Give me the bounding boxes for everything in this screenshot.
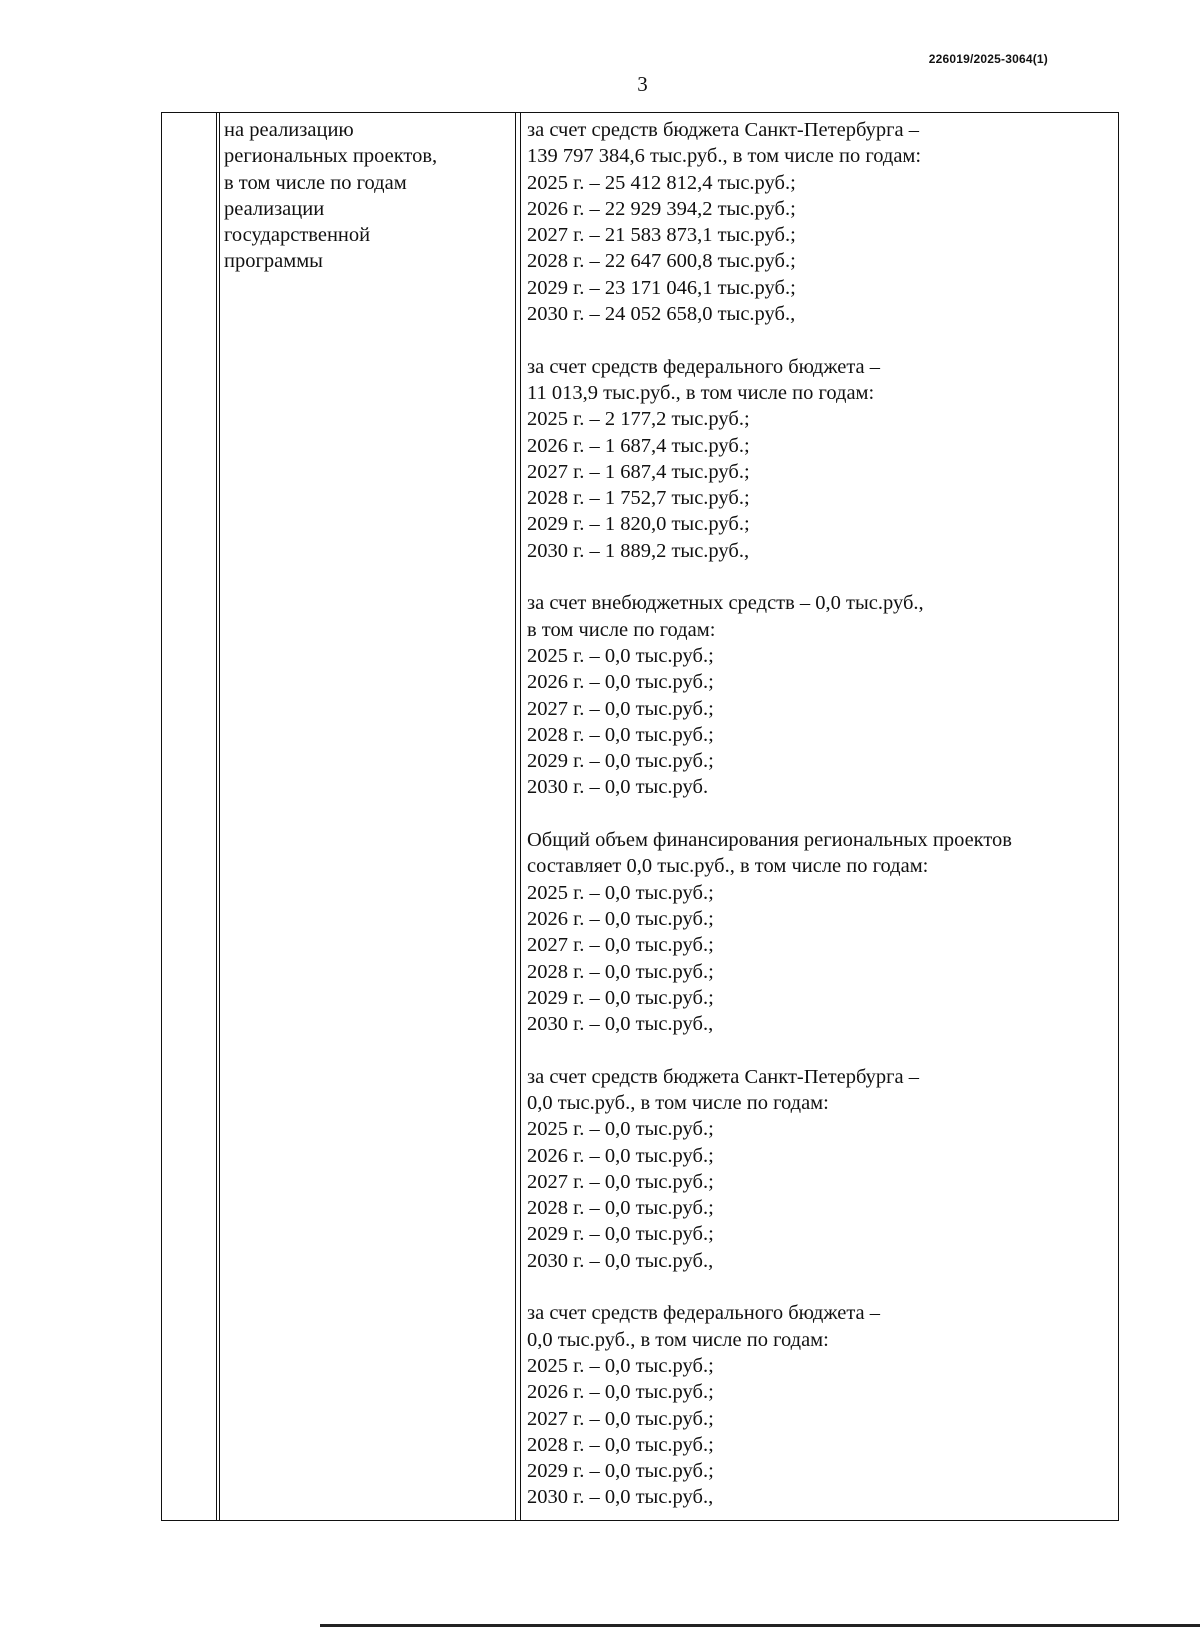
funding-block-intro: 11 013,9 тыс.руб., в том числе по годам: bbox=[527, 381, 875, 404]
funding-block-intro: за счет внебюджетных средств – 0,0 тыс.руб., bbox=[527, 592, 924, 615]
funding-year-line: 2029 г. – 0,0 тыс.руб.; bbox=[527, 1223, 714, 1246]
funding-block-intro: составляет 0,0 тыс.руб., в том числе по годам: bbox=[527, 855, 929, 878]
funding-year-line: 2027 г. – 0,0 тыс.руб.; bbox=[527, 697, 714, 720]
block-spacer bbox=[527, 801, 1112, 827]
row-label-cell bbox=[224, 117, 504, 275]
funding-year-line: 2029 г. – 0,0 тыс.руб.; bbox=[527, 1460, 714, 1483]
funding-block-intro: за счет средств бюджета Санкт-Петербурга – bbox=[527, 119, 919, 141]
funding-year-line: 2028 г. – 0,0 тыс.руб.; bbox=[527, 1433, 714, 1456]
funding-year-line: 2025 г. – 0,0 тыс.руб.; bbox=[527, 1118, 714, 1141]
table-divider bbox=[520, 112, 521, 1521]
row-label-line: на реализацию bbox=[224, 119, 354, 141]
row-label-line: в том числе по годам bbox=[224, 171, 407, 194]
funding-year-line: 2026 г. – 22 929 394,2 тыс.руб.; bbox=[527, 197, 796, 220]
funding-year-line: 2025 г. – 2 177,2 тыс.руб.; bbox=[527, 408, 750, 431]
funding-year-line: 2029 г. – 1 820,0 тыс.руб.; bbox=[527, 513, 750, 536]
funding-block-regional-projects-total bbox=[527, 827, 1112, 1037]
funding-details-cell bbox=[527, 117, 1112, 1511]
funding-year-line: 2030 г. – 0,0 тыс.руб., bbox=[527, 1013, 714, 1036]
funding-year-line: 2027 г. – 0,0 тыс.руб.; bbox=[527, 934, 714, 957]
table-divider bbox=[216, 112, 217, 1521]
funding-year-line: 2030 г. – 0,0 тыс.руб., bbox=[527, 1249, 714, 1272]
funding-year-line: 2030 г. – 24 052 658,0 тыс.руб., bbox=[527, 303, 796, 326]
page-bottom-rule bbox=[320, 1624, 1200, 1627]
block-spacer bbox=[527, 564, 1112, 590]
funding-year-line: 2030 г. – 0,0 тыс.руб., bbox=[527, 1486, 714, 1509]
funding-block-intro: в том числе по годам: bbox=[527, 618, 716, 641]
funding-year-line: 2030 г. – 0,0 тыс.руб. bbox=[527, 776, 709, 799]
funding-year-line: 2028 г. – 0,0 тыс.руб.; bbox=[527, 960, 714, 983]
funding-block-spb-budget bbox=[527, 117, 1112, 327]
row-label-line: реализации bbox=[224, 197, 325, 220]
funding-year-line: 2028 г. – 1 752,7 тыс.руб.; bbox=[527, 487, 750, 510]
funding-block-intro: 139 797 384,6 тыс.руб., в том числе по годам: bbox=[527, 145, 922, 168]
funding-year-line: 2026 г. – 1 687,4 тыс.руб.; bbox=[527, 434, 750, 457]
funding-year-line: 2029 г. – 0,0 тыс.руб.; bbox=[527, 986, 714, 1009]
funding-year-line: 2029 г. – 0,0 тыс.руб.; bbox=[527, 750, 714, 773]
table-divider bbox=[219, 112, 220, 1521]
funding-year-line: 2028 г. – 22 647 600,8 тыс.руб.; bbox=[527, 250, 796, 273]
funding-year-line: 2027 г. – 1 687,4 тыс.руб.; bbox=[527, 460, 750, 483]
document-id: 226019/2025-3064(1) bbox=[928, 52, 1048, 66]
block-spacer bbox=[527, 327, 1112, 353]
row-label-line: государственной bbox=[224, 224, 371, 247]
funding-year-line: 2026 г. – 0,0 тыс.руб.; bbox=[527, 1381, 714, 1404]
funding-block-intro: за счет средств федерального бюджета – bbox=[527, 1302, 881, 1325]
funding-year-line: 2030 г. – 1 889,2 тыс.руб., bbox=[527, 539, 750, 562]
table-divider bbox=[515, 112, 516, 1521]
funding-year-line: 2025 г. – 0,0 тыс.руб.; bbox=[527, 881, 714, 904]
row-label-line: региональных проектов, bbox=[224, 145, 438, 168]
funding-year-line: 2027 г. – 0,0 тыс.руб.; bbox=[527, 1170, 714, 1193]
funding-block-intro: за счет средств федерального бюджета – bbox=[527, 355, 881, 378]
row-label-line: программы bbox=[224, 250, 323, 273]
funding-year-line: 2026 г. – 0,0 тыс.руб.; bbox=[527, 907, 714, 930]
funding-year-line: 2028 г. – 0,0 тыс.руб.; bbox=[527, 1197, 714, 1220]
funding-block-intro: за счет средств бюджета Санкт-Петербурга – bbox=[527, 1065, 919, 1088]
funding-year-line: 2025 г. – 0,0 тыс.руб.; bbox=[527, 644, 714, 667]
funding-year-line: 2025 г. – 25 412 812,4 тыс.руб.; bbox=[527, 171, 796, 194]
funding-block-intro: 0,0 тыс.руб., в том числе по годам: bbox=[527, 1091, 829, 1114]
funding-year-line: 2027 г. – 21 583 873,1 тыс.руб.; bbox=[527, 224, 796, 247]
funding-year-line: 2029 г. – 23 171 046,1 тыс.руб.; bbox=[527, 276, 796, 299]
block-spacer bbox=[527, 1274, 1112, 1300]
funding-block-extrabudgetary bbox=[527, 590, 1112, 800]
funding-year-line: 2026 г. – 0,0 тыс.руб.; bbox=[527, 671, 714, 694]
funding-block-federal-budget-regional bbox=[527, 1300, 1112, 1510]
page-number: 3 bbox=[637, 72, 648, 96]
funding-year-line: 2026 г. – 0,0 тыс.руб.; bbox=[527, 1144, 714, 1167]
funding-year-line: 2025 г. – 0,0 тыс.руб.; bbox=[527, 1354, 714, 1377]
funding-year-line: 2027 г. – 0,0 тыс.руб.; bbox=[527, 1407, 714, 1430]
funding-block-federal-budget bbox=[527, 354, 1112, 564]
funding-year-line: 2028 г. – 0,0 тыс.руб.; bbox=[527, 723, 714, 746]
block-spacer bbox=[527, 1037, 1112, 1063]
funding-block-intro: Общий объем финансирования региональных проектов bbox=[527, 829, 1012, 852]
funding-block-spb-budget-regional bbox=[527, 1064, 1112, 1274]
funding-block-intro: 0,0 тыс.руб., в том числе по годам: bbox=[527, 1328, 829, 1351]
